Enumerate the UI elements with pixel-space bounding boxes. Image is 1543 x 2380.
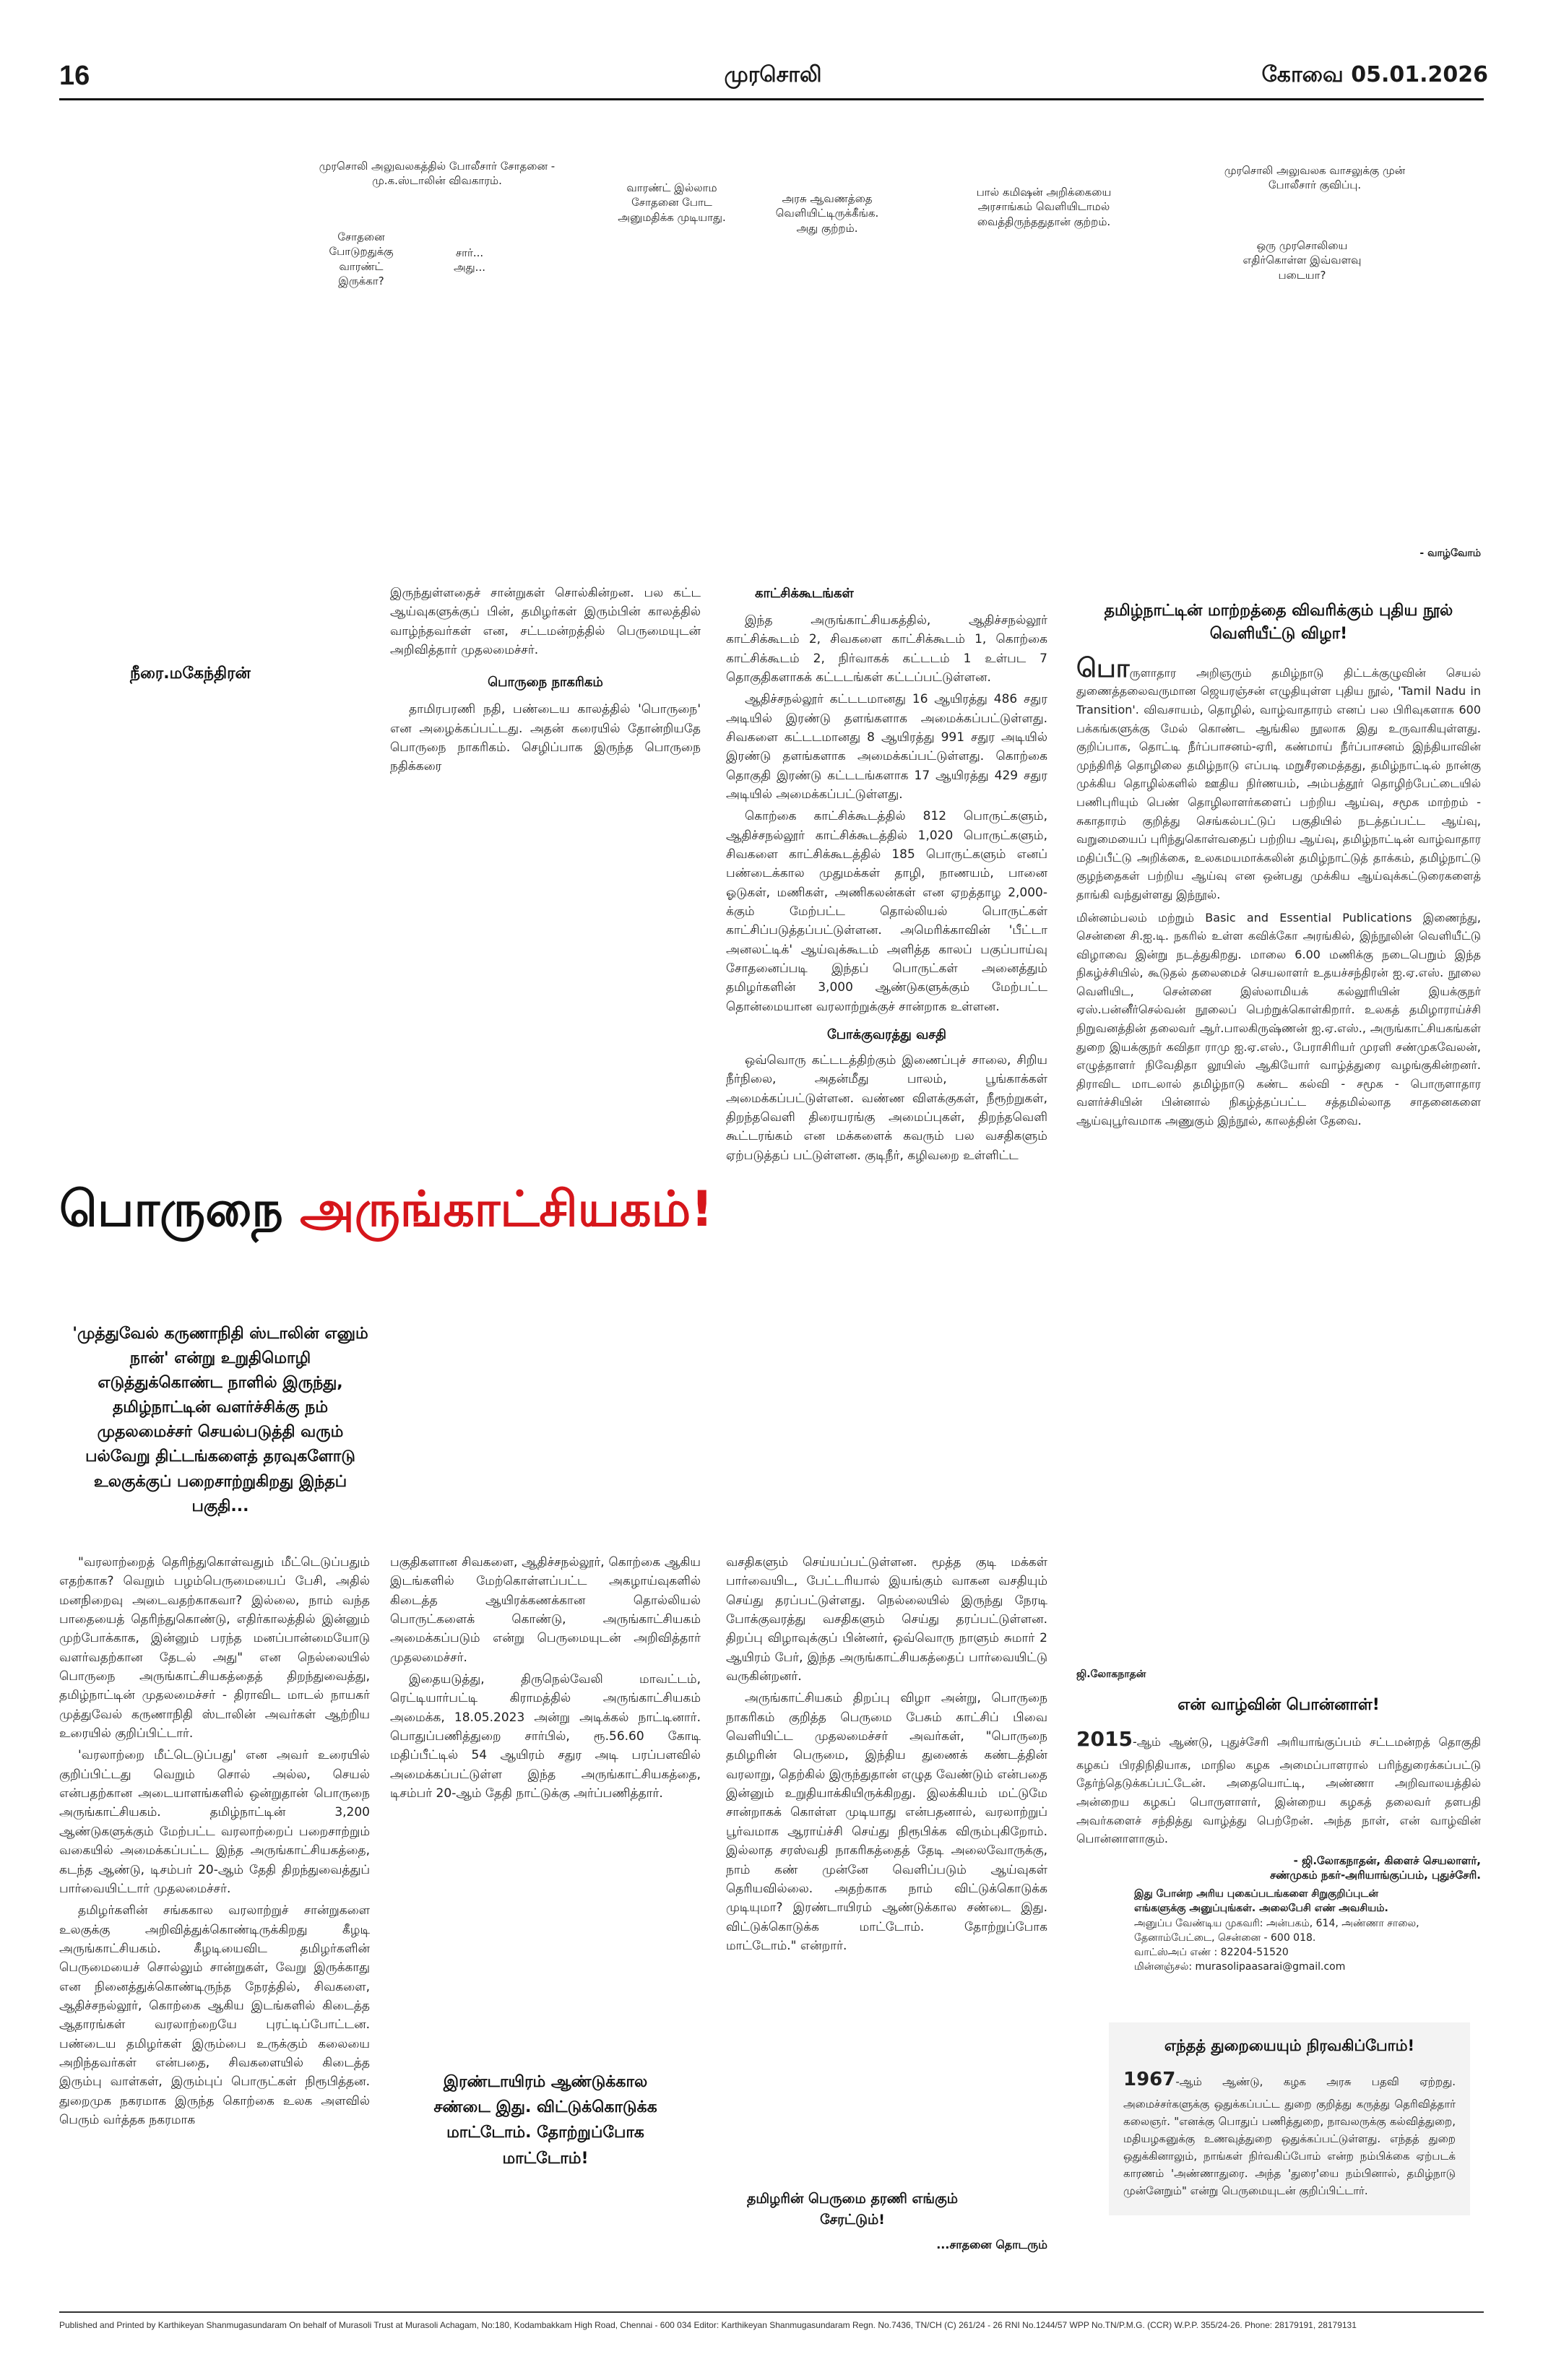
paragraph: பகுதிகளான சிவகளை, ஆதிச்சநல்லூர், கொற்கை ஆகிய இடங்களில் மேற்கொள்ளப்பட்ட அகழாய்வுகளில் கிடைத்த ஆயிரக்கணக்கான தொல்லியல் பொருட்களைக் கொண்டு, அருங்காட்சியகம் அமைக்கப்படும் என்று பெருமையுடன் அறிவித்தார் முதலமைச்சர்.	[390, 1555, 701, 1665]
continue-note: ...சாதனை தொடரும்	[936, 2238, 1047, 2251]
header-rule	[59, 98, 1484, 100]
submission-line: வாட்ஸ்அப் எண் : 82204-51520	[1134, 1947, 1289, 1959]
footer-imprint: Published and Printed by Karthikeyan Shanmugasundaram On behalf of Murasoli Trust at Murasoli Achagam, No:180, Kodambakkam High Road, Chennai - 600 034 Editor: Karthikeyan Shanmugasundaram Regn. No.7436, TN/CH (C) 261/24 - 26 RNI No.1244/57 WPP No.TN/P.M.G. (CCR) W.P.P. 355/24-26. Phone: 28179191, 28179131	[59, 2320, 1357, 2330]
submission-line: மின்னஞ்சல்: murasolipaasarai@gmail.com	[1134, 1961, 1346, 1973]
history-body	[1123, 2065, 1456, 2199]
reader-author: ஜி.லோகநாதன்	[1076, 1669, 1146, 1680]
dateline: கோவை 05.01.2026	[1261, 62, 1488, 87]
masthead: முரசொலி	[724, 62, 822, 87]
feature-col2-top	[390, 584, 701, 779]
cartoon-credit: - வாழ்வோம்	[1419, 548, 1481, 559]
paragraph: ஒவ்வொரு கட்டடத்திற்கும் இணைப்புச் சாலை, சிறிய நீர்நிலை, அதன்மீது பாலம், பூங்காக்கள் அமைக்கப்பட்டுள்ளன. வண்ண விளக்குகள், நீரூற்றுகள், திறந்தவெளி திரையரங்கு அமைப்புகள், திறந்தவெளி கூட்டரங்கம் என மக்களைக் கவரும் பல வசதிகளும் ஏற்படுத்தப் பட்டுள்ளன. குடிநீர், கழிவறை உள்ளிட்ட	[726, 1053, 1047, 1163]
paragraph: இருந்துள்ளதைச் சான்றுகள் சொல்கின்றன. பல கட்ட ஆய்வுகளுக்குப் பின், தமிழர்கள் இரும்பின் காலத்தில் வாழ்ந்தவர்கள் என, சட்டமன்றத்தில் பெருமையுடன் அறிவித்தார் முதலமைச்சர்.	[390, 586, 701, 658]
history-headline: எந்தத் துறையையும் நிரவகிப்போம்!	[1164, 2037, 1415, 2054]
paragraph: கொற்கை காட்சிக்கூடத்தில் 812 பொருட்களும், ஆதிச்சநல்லூர் காட்சிக்கூடத்தில் 1,020 பொருட்களும், சிவகளை காட்சிக்கூடத்தில் 185 பொருட்களும் எனப் பண்டைக்கால முதுமக்கள் தாழி, நாணயம், பானை ஓடுகள், மணிகள், அணிகலன்கள் என ஏறத்தாழ 2,000-க்கும் மேற்பட்ட தொல்லியல் பொருட்கள் காட்சிப்படுத்தப்பட்டுள்ளன. அமெரிக்காவின் 'பீட்டா அனலட்டிக்' ஆய்வுக்கூடம் அளித்த காலப் பகுப்பாய்வு சோதனைப்படி இந்தப் பொருட்கள் அனைத்தும் தமிழர்களின் 3,000 ஆண்டுகளுக்கும் மேற்பட்ட தொன்மையான வரலாற்றுக்குச் சான்றாக உள்ளன.	[726, 809, 1047, 1014]
feature-body-col3	[726, 1553, 1047, 1958]
reader-headline: என் வாழ்வின் பொன்னாள்!	[1177, 1696, 1380, 1714]
cartoon-caption: ஒரு முரசொலியை எதிர்கொள்ள இவ்வளவு படையா?	[1242, 239, 1362, 282]
subheading: போக்குவரத்து வசதி	[826, 1027, 947, 1043]
paragraph: வசதிகளும் செய்யப்பட்டுள்ளன. மூத்த குடி மக்கள் பார்வையிட, பேட்டரியால் இயங்கும் வாகன வசதியும் செய்து தரப்பட்டுள்ளது. நெல்லையில் இருந்து நேரடி போக்குவரத்து வசதிகளும் செய்து தரப்பட்டுள்ளன. திறப்பு விழாவுக்குப் பின்னர், ஒவ்வொரு நாளும் சுமார் 2 ஆயிரம் பேர், இந்த அருங்காட்சியகத்தைப் பார்வையிட்டு வருகின்றனர்.	[726, 1555, 1047, 1684]
pullquote: இரண்டாயிரம் ஆண்டுக்கால சண்டை இது. விட்டுக்கொடுக்க மாட்டோம். தோற்றுப்போக மாட்டோம்!	[433, 2073, 657, 2168]
dropcap: பொ	[1076, 653, 1130, 683]
cartoon-caption: சார்... அது...	[454, 246, 485, 274]
paragraph: இதையடுத்து, திருநெல்வேலி மாவட்டம், ரெட்டியார்பட்டி கிராமத்தில் அருங்காட்சியகம் அமைக்க, 18.05.2023 அன்று அடிக்கல் நாட்டினார். பொதுப்பணித்துறை சார்பில், ரூ.56.60 கோடி மதிப்பீட்டில் 54 ஆயிரம் சதுர அடி பரப்பளவில் அமைக்கப்பட்டுள்ள இந்த அருங்காட்சியகத்தை, டிசம்பர் 20-ஆம் தேதி நாட்டுக்கு அர்ப்பணித்தார்.	[390, 1672, 701, 1801]
book-launch-box	[1076, 600, 1481, 1133]
cartoon-caption: முரசொலி அலுவலகத்தில் போலீசார் சோதனை - மு.க.ஸ்டாலின் விவகாரம்.	[319, 160, 556, 188]
feature-body-col1	[59, 1553, 370, 2132]
paragraph: அருங்காட்சியகம் திறப்பு விழா அன்று, பொருநை நாகரிகம் குறித்த பெருமை பேசும் காட்சிப் பிவை வெளியிட்ட முதலமைச்சர் அவர்கள், "பொருநை தமிழரின் பெருமை, இந்திய துணைக் கண்டத்தின் வரலாறு, தெற்கில் இருந்துதான் எழுத வேண்டும் என்பதை இன்னும் உறுதியாக்கியிருக்கிறது. இலக்கியம் மட்டுமே சான்றாகக் கொள்ள முடியாது என்பதனால், வரலாற்றுப் பூர்வமாக ஆராய்ச்சி செய்து நிரூபிக்க விரும்புகிறோம். இல்லாத சரஸ்வதி நாகரிகத்தைத் தேடி அலைவோருக்கு, நாம் கண் முன்னே வெளிப்படும் ஆய்வுகள் தெரியவில்லை. அதற்காக நாம் விட்டுக்கொடுக்க முடியுமா? இரண்டாயிரம் ஆண்டுக்கால சண்டை இது. விட்டுக்கொடுக்க மாட்டோம். தோற்றுப்போக மாட்டோம்." என்றார்.	[726, 1691, 1047, 1953]
feature-body-col2	[390, 1553, 701, 1806]
cartoon-caption: சோதனை போடுறதுக்கு வாரண்ட் இருக்கா?	[329, 230, 394, 287]
submission-note	[1134, 1887, 1474, 1975]
reader-signoff-2: சண்முகம் நகர்-அரியாங்குப்பம், புதுச்சேரி.	[1269, 1868, 1481, 1882]
closing-tagline: தமிழரின் பெருமை தரணி எங்கும் சேரட்டும்!	[746, 2191, 959, 2228]
subheading: பொருநை நாகரிகம்	[488, 675, 603, 691]
reader-memory-box	[1076, 1669, 1481, 1883]
paragraph: தாமிரபரணி நதி, பண்டைய காலத்தில் 'பொருநை' என அழைக்கப்பட்டது. அதன் கரையில் தோன்றியதே பொருநை நாகரிகம். செழிப்பாக இருந்த பொருநை நதிக்கரை	[390, 702, 701, 774]
page-number: 16	[59, 61, 90, 91]
paragraph: இந்த அருங்காட்சியகத்தில், ஆதிச்சநல்லூர் காட்சிக்கூடம் 2, சிவகளை காட்சிக்கூடம் 1, கொற்கை காட்சிக்கூடம் 2, நிர்வாகக் கட்டடம் 1 உள்பட 7 தொகுதிகளாகக் கட்டடங்கள் கட்டப்பட்டுள்ளன.	[726, 613, 1047, 685]
submission-line: அனுப்ப வேண்டிய முகவரி: அன்பகம், 614, அண்ணா சாலை,	[1134, 1917, 1419, 1929]
feature-col3-top	[726, 584, 1047, 1168]
submission-line: இது போன்ற அரிய புகைப்படங்களை சிறுகுறிப்புடன்	[1134, 1888, 1378, 1900]
lead-year: 1967	[1123, 2069, 1176, 2090]
lead-year: 2015	[1076, 1727, 1133, 1751]
reader-body	[1076, 1723, 1481, 1848]
cartoon-caption: வாரண்ட் இல்லாம சோதனை போட அனுமதிக்க முடியாது.	[618, 181, 726, 224]
headline-black: பொருநை	[59, 1181, 284, 1238]
history-text: -ஆம் ஆண்டு, கழக அரசு பதவி ஏற்றது. அமைச்சர்களுக்கு ஒதுக்கப்பட்ட துறை குறித்து கருத்து தெரிவித்தார் கலைஞர். "எனக்கு பொதுப் பணித்துறை, நாவலருக்கு கல்வித்துறை, மதியழகனுக்கு உணவுத்துறை ஒதுக்கப்பட்டுள்ளது. எந்தத் துறை ஒதுக்கினாலும், நாங்கள் நிர்வகிப்போம் என்ற நம்பிக்கை ஏற்படக் காரணம் 'அண்ணாதுரை. அந்த 'துரை'யை நம்பினால், தமிழ்நாடு முன்னேறும்" என்று பெருமையுடன் குறிப்பிட்டார்.	[1123, 2075, 1456, 2197]
feature-headline	[59, 1181, 782, 1245]
cartoon-caption: பால் கமிஷன் அறிக்கையை அரசாங்கம் வெளியிடாமல் வைத்திருந்ததுதான் குற்றம்.	[976, 186, 1112, 228]
paragraph: ஆதிச்சநல்லூர் கட்டடமானது 16 ஆயிரத்து 486 சதுர அடியில் இரண்டு தளங்களாக அமைக்கப்பட்டுள்ளது. சிவகளை கட்டடமானது 8 ஆயிரத்து 991 சதுர அடியில் இரண்டு தளங்களாக அமைக்கப்பட்டுள்ளது. கொற்கை தொகுதி இரண்டு கட்டடங்களாக 17 ஆயிரத்து 429 சதுர அடியில் அமைக்கப்பட்டுள்ளது.	[726, 692, 1047, 802]
book-launch-headline: தமிழ்நாட்டின் மாற்றத்தை விவரிக்கும் புதிய நூல் வெளியீட்டு விழா!	[1104, 602, 1453, 643]
footer-rule	[59, 2311, 1484, 2313]
history-box	[1109, 2022, 1470, 2215]
book-launch-paragraph: பொருளாதார அறிஞரும் தமிழ்நாடு திட்டக்குழுவின் செயல் துணைத்தலைவருமான ஜெயரஞ்சன் எழுதியுள்ள புதிய நூல், 'Tamil Nadu in Transition'. விவசாயம், தொழில், வாழ்வாதாரம் எனப் பல பிரிவுகளாக 600 பக்கங்களுக்கு மேல் கொண்ட ஆங்கில நூலாக இது உருவாகியுள்ளது. குறிப்பாக, தொட்டி நீர்ப்பாசனம்-ஏரி, கண்மாய் நீர்ப்பாசனம் இந்தியாவின் முந்திரித் தொழிலை தமிழ்நாடு எப்படி மறுசீரமைத்தது, தமிழ்நாட்டில் நான்கு முக்கிய தொழில்களில் ஊதிய நிர்ணயம், அம்பத்தூர் தொழிற்பேட்டையில் பணிபுரியும் பெண் தொழிலாளர்களைப் பற்றிய ஆய்வு, சமூக மாற்றம் - சுகாதாரம் குறித்து செங்கல்பட்டுப் பகுதியில் நடத்தப்பட்ட ஆய்வு, வறுமையைப் புரிந்துகொள்வதைப் பற்றிய ஆய்வு, தமிழ்நாட்டின் வாழ்வாதார மதிப்பீட்டு அறிக்கை, உலகமயமாக்கலின் தமிழ்நாட்டுத் தாக்கம், தமிழ்நாட்டு குழந்தைகள் பற்றிய ஆய்வு என ஒன்பது முக்கிய ஆய்வுக்கட்டுரைகளைத் தாங்கி வந்துள்ளது இந்நூல்.	[1076, 653, 1481, 901]
reader-text: -ஆம் ஆண்டு, புதுச்சேரி அரியாங்குப்பம் சட்டமன்றத் தொகுதி கழகப் பிரதிநிதியாக, மாநில கழக அமைப்பாளரால் பரிந்துரைக்கப்பட்டு தேர்ந்தெடுக்கப்பட்டேன். அதையொட்டி, அண்ணா அறிவாலயத்தில் அன்றைய கழகப் பொருளாளர், இன்றைய கழகத் தலைவர் தளபதி அவர்களைச் சந்தித்து வாழ்த்து பெற்றேன். அந்த நாள், என் வாழ்வின் பொன்னாளாகும்.	[1076, 1735, 1481, 1846]
submission-line: எங்களுக்கு அனுப்புங்கள். அலைபேசி எண் அவசியம்.	[1134, 1903, 1388, 1915]
subheading: காட்சிக்கூடங்கள்	[755, 586, 854, 601]
paragraph: தமிழர்களின் சங்ககால வரலாற்றுச் சான்றுகளை உலகுக்கு அறிவித்துக்கொண்டிருக்கிறது கீழடி அருங்காட்சியகம். கீழடியைவிட தமிழர்களின் பெருமையைச் சொல்லும் சான்றுகள், வேறு இருக்காது என நினைத்துக்கொண்டிருந்த நேரத்தில், சிவகளை, ஆதிச்சநல்லூர், கொற்கை ஆகிய இடங்களில் கிடைத்த ஆதாரங்கள் வரலாற்றையே புரட்டிப்போட்டன. பண்டைய தமிழர்கள் இரும்பை உருக்கும் கலையை அறிந்தவர்கள் என்பதை, சிவகளையில் கிடைத்த இரும்பு வாள்கள், இரும்புப் பொருட்கள் நிரூபித்தன. துறைமுக நகரமாக இருந்த கொற்கை உலக அளவில் பெரும் வர்த்தக நகரமாக	[59, 1903, 370, 2127]
headline-red: அருங்காட்சியகம்!	[300, 1181, 714, 1238]
standfirst: 'முத்துவேல் கருணாநிதி ஸ்டாலின் எனும் நான்' என்று உறுதிமொழி எடுத்துக்கொண்ட நாளில் இருந்து, தமிழ்நாட்டின் வளர்ச்சிக்கு நம் முதலமைச்சர் செயல்படுத்தி வரும் பல்வேறு திட்டங்களைத் தரவுகளோடு உலகுக்குப் பறைசாற்றுகிறது இந்தப் பகுதி...	[72, 1325, 368, 1515]
cartoon-caption: அரசு ஆவணத்தை வெளியிட்டிருக்கீங்க. அது குற்றம்.	[775, 192, 879, 235]
reader-signoff-1: - ஜி.லோகநாதன், கிளைச் செயலாளர்,	[1293, 1853, 1481, 1867]
book-launch-body	[1076, 653, 1481, 1130]
submission-line: தேனாம்பேட்டை, சென்னை - 600 018.	[1134, 1931, 1316, 1944]
byline: நீரை.மகேந்திரன்	[130, 665, 251, 683]
paragraph: 'வரலாற்றை மீட்டெடுப்பது' என அவர் உரையில் குறிப்பிட்டது வெறும் சொல் அல்ல, செயல் என்பதற்கான அடையாளங்களில் ஒன்றுதான் பொருநை அருங்காட்சியகம். தமிழ்நாட்டின் 3,200 ஆண்டுகளுக்கும் மேற்பட்ட வரலாற்றைப் பறைசாற்றும் வகையில் அமைக்கப்பட்ட இந்த அருங்காட்சியகத்தை, கடந்த ஆண்டு, டிசம்பர் 20-ஆம் தேதி திறந்துவைத்துப் பார்வையிட்டார் முதலமைச்சர்.	[59, 1748, 370, 1896]
paragraph: "வரலாற்றைத் தெரிந்துகொள்வதும் மீட்டெடுப்பதும் எதற்காக? வெறும் பழம்பெருமையைப் பேசி, அதில் மனநிறைவு அடைவதற்காகவா? இல்லை, நாம் வந்த பாதையைத் தெரிந்துகொண்டு, எதிர்காலத்தில் இன்னும் முற்போக்காக, இன்னும் பரந்த மனப்பான்மையோடு வளர்வதற்கான தேடல் அது" என நெல்லையில் பொருநை அருங்காட்சியகத்தைத் திறந்துவைத்து, தமிழ்நாட்டின் முதலமைச்சர் - திராவிட மாடல் நாயகர் முத்துவேல் கருணாநிதி ஸ்டாலின் அவர்கள் ஆற்றிய உரையில் குறிப்பிட்டார்.	[59, 1555, 370, 1741]
book-launch-paragraph: மின்னம்பலம் மற்றும் Basic and Essential Publications இணைந்து, சென்னை சி.ஐ.டி. நகரில் உள்ள கவிக்கோ அரங்கில், இந்நூலின் வெளியீட்டு விழாவை இன்று நடத்துகிறது. மாலை 6.00 மணிக்கு நடைபெறும் இந்த நிகழ்ச்சியில், கூடுதல் தலைமைச் செயலாளர் உதயச்சந்திரன் ஐ.ஏ.எஸ். நூலை வெளியிட, சென்னை இஸ்லாமியக் கல்லூரியின் இயக்குநர் ஏஸ்.பன்னீர்செல்வன் நூலைப் பெற்றுக்கொள்கிறார். உலகத் தமிழாராய்ச்சி நிறுவனத்தின் தலைவர் ஆர்.பாலகிருஷ்ணன் ஐ.ஏ.எஸ்., அருங்காட்சியகங்கள் துறை இயக்குநர் கவிதா ராமு ஐ.ஏ.எஸ்., பேராசிரியர் முரளி சண்முகவேலன், எழுத்தாளர் நிவேதிதா லூயிஸ் ஆகியோர் வாழ்த்துரை வழங்குகின்றனர். திராவிட மாடலால் தமிழ்நாடு கண்ட கல்வி - சமூக - பொருளாதார வளர்ச்சியின் பின்னால் நிகழ்த்தப்பட்ட சத்தமில்லாத சாதனைகளை ஆய்வுபூர்வமாக அணுகும் இந்நூல், காலத்தின் தேவை.	[1076, 910, 1481, 1128]
cartoon-caption: முரசொலி அலுவலக வாசலுக்கு முன் போலீசார் குவிப்பு.	[1224, 164, 1406, 192]
